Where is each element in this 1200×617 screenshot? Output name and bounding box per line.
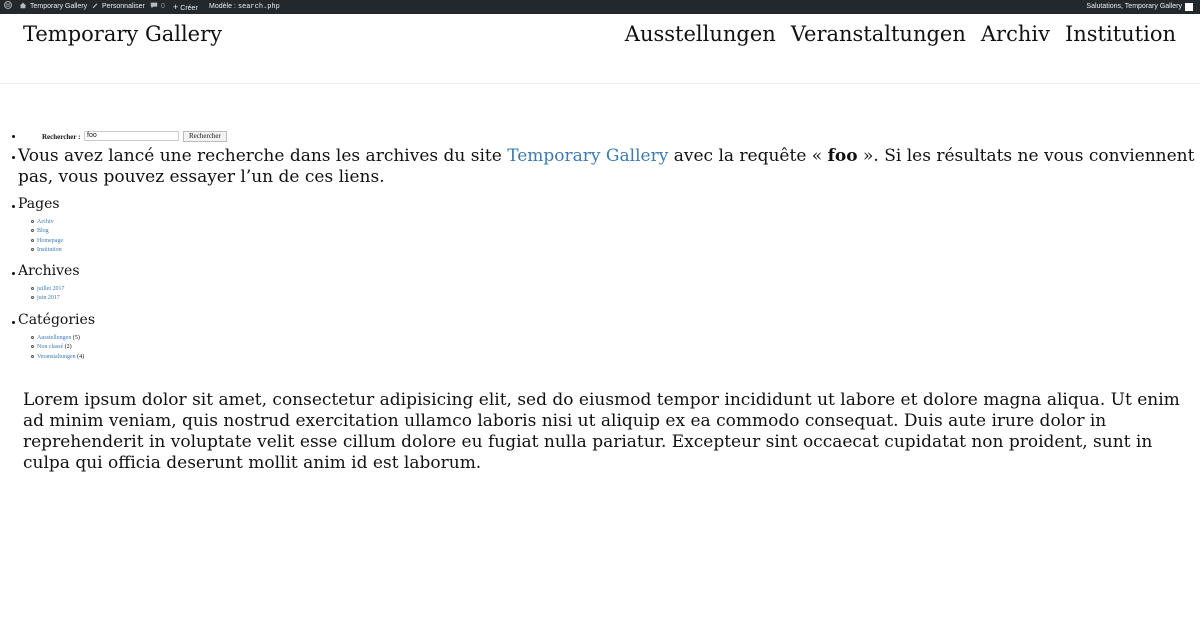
list-item xyxy=(31,227,63,236)
page-link-blog[interactable]: Blog xyxy=(37,228,49,235)
list-item xyxy=(31,353,84,362)
nav-item-veranstaltungen[interactable]: Veranstaltungen xyxy=(790,22,966,46)
header-divider xyxy=(0,83,1200,84)
list-item xyxy=(31,246,63,255)
admin-template-label: Modèle : xyxy=(209,3,236,10)
avatar[interactable] xyxy=(1185,3,1193,11)
message-text-after: ». Si les résultats ne vous conviennent pas, vous pouvez essayer l’un de ces liens. xyxy=(18,146,1195,187)
search-input[interactable]: foo xyxy=(84,131,179,141)
admin-comments-link[interactable] xyxy=(150,0,165,14)
list-bullet xyxy=(12,272,15,275)
admin-customize-label: Personnaliser xyxy=(102,3,145,10)
admin-greeting[interactable]: Salutations, Temporary Gallery xyxy=(1086,3,1182,10)
list-item xyxy=(31,343,84,352)
message-query: foo xyxy=(827,146,858,166)
admin-new-link[interactable] xyxy=(173,0,198,14)
page-link-homepage[interactable]: Homepage xyxy=(37,237,63,244)
category-count: (4) xyxy=(77,353,85,360)
pages-heading: Pages xyxy=(18,196,60,212)
pages-list xyxy=(31,218,63,255)
message-text-before: Vous avez lancé une recherche dans les archives du site xyxy=(18,146,508,166)
category-link-non-classe[interactable]: Non classé xyxy=(37,344,64,351)
categories-heading: Catégories xyxy=(18,312,95,328)
page-link-institution[interactable]: Institution xyxy=(37,246,62,253)
admin-template-info xyxy=(209,0,280,14)
svg-text:W: W xyxy=(5,3,11,9)
list-bullet xyxy=(12,156,15,159)
archives-list xyxy=(31,285,65,304)
list-bullet xyxy=(12,205,15,208)
nav-item-institution[interactable]: Institution xyxy=(1064,22,1176,46)
search-label: Rechercher : xyxy=(42,133,81,141)
footer-text: Lorem ipsum dolor sit amet, consectetur adipisicing elit, sed do eiusmod tempor incididunt ut labore et dolore magna aliqua. Ut enim ad minim veniam, quis nostrud exercitation ullamco laboris nisi ut aliquip ex ea commodo consequat. Duis aute irure dolor in reprehenderit in voluptate velit esse cillum dolore eu fugiat nulla pariatur. Excepteur sint occaecat cupidatat non proident, sunt in culpa qui officia deserunt mollit anim id est laborum. xyxy=(23,390,1180,473)
archives-heading: Archives xyxy=(18,263,80,279)
admin-template-file: search.php xyxy=(237,3,280,11)
admin-customize-link[interactable] xyxy=(91,0,145,14)
list-bullet xyxy=(12,321,15,324)
nav-item-archiv[interactable]: Archiv xyxy=(980,22,1050,46)
wordpress-logo-icon[interactable] xyxy=(4,0,15,14)
list-item xyxy=(31,218,63,227)
list-item xyxy=(31,294,65,303)
admin-bar xyxy=(0,0,1200,14)
message-site-link[interactable]: Temporary Gallery xyxy=(507,146,669,166)
home-icon xyxy=(19,1,27,9)
message-text-middle: avec la requête « xyxy=(668,146,828,166)
list-item xyxy=(31,334,84,343)
site-title[interactable]: Temporary Gallery xyxy=(23,22,222,46)
category-link-veranstaltungen[interactable]: Veranstaltungen xyxy=(37,353,76,360)
list-item xyxy=(31,237,63,246)
admin-site-link[interactable] xyxy=(19,0,87,14)
list-bullet xyxy=(12,135,15,138)
category-count: (2) xyxy=(64,344,72,351)
comment-icon xyxy=(150,1,158,9)
page-link-archiv[interactable]: Archiv xyxy=(37,219,54,225)
plus-icon: + xyxy=(173,2,179,12)
category-link-ausstellungen[interactable]: Ausstellungen xyxy=(37,335,72,341)
admin-comments-count: 0 xyxy=(161,3,165,10)
search-message xyxy=(18,146,1200,188)
admin-new-label: Créer xyxy=(180,5,198,12)
categories-list xyxy=(31,334,84,362)
search-button[interactable]: Rechercher xyxy=(183,131,227,142)
list-item xyxy=(31,285,65,294)
nav-item-ausstellungen[interactable]: Ausstellungen xyxy=(624,22,776,46)
main-navigation xyxy=(610,22,1176,46)
category-count: (5) xyxy=(72,335,80,341)
archive-link-july-2017[interactable]: juillet 2017 xyxy=(37,286,65,292)
brush-icon xyxy=(91,1,99,9)
admin-site-name: Temporary Gallery xyxy=(30,3,88,10)
archive-link-june-2017[interactable]: juin 2017 xyxy=(37,295,60,302)
